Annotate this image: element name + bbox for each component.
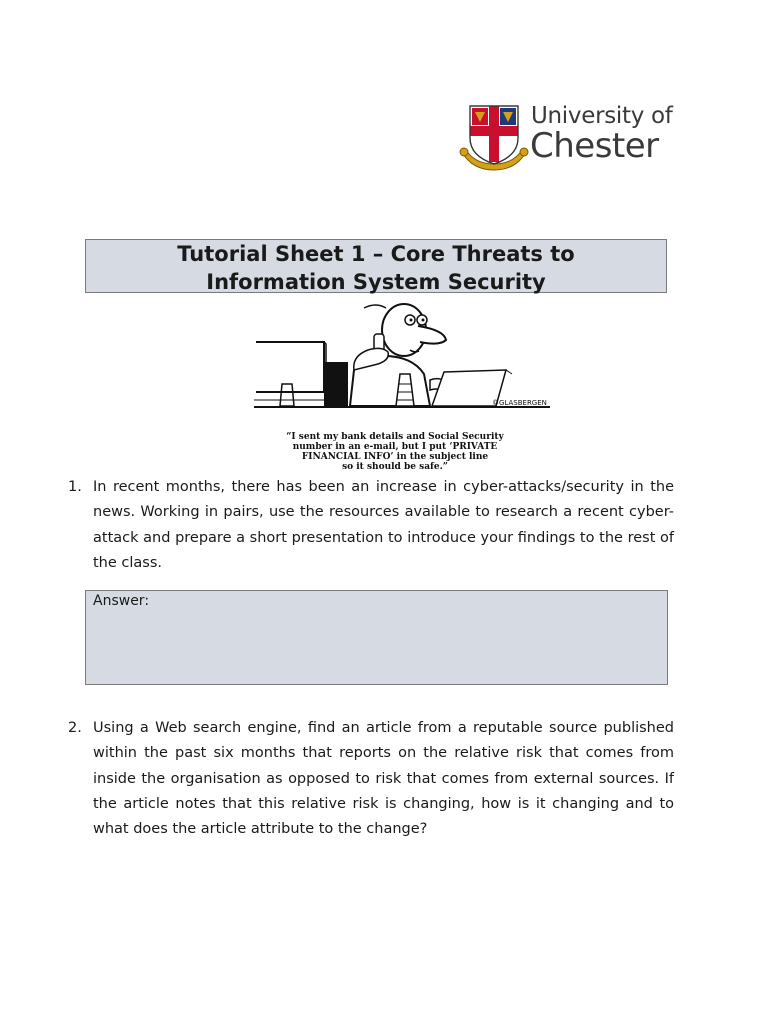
- question-text: In recent months, there has been an increase in cyber-attacks/security in the news. Working in pairs, use the resources available to research a recent cyber-attack and prepare a short presentation to introduce your findings to the rest of the class.: [93, 479, 674, 571]
- cartoonist-signature: ©GLASBERGEN: [492, 399, 547, 407]
- question-2: [68, 716, 674, 842]
- university-logo: [458, 100, 688, 176]
- question-number: 2.: [68, 720, 82, 736]
- answer-label: Answer:: [93, 593, 150, 609]
- caption-line-3: FINANCIAL INFO’ in the subject line: [301, 452, 489, 462]
- question-text: Using a Web search engine, find an article from a reputable source published within the past six months that reports on the relative risk that comes from inside the organisation as opposed to risk that comes from external sources. If the article notes that this relative risk is changing, how is it changing and to what does the article attribute to the change?: [93, 720, 674, 838]
- question-1: [68, 475, 674, 576]
- title-line-2: Information System Security: [206, 270, 546, 294]
- caption-line-2: number in an e-mail, but I put ‘PRIVATE: [292, 442, 498, 452]
- answer-field[interactable]: [85, 590, 668, 685]
- university-crest-icon: [458, 100, 530, 176]
- cartoon-caption: [270, 432, 520, 472]
- caption-line-1: “I sent my bank details and Social Security: [286, 432, 504, 442]
- question-number: 1.: [68, 479, 82, 495]
- logo-text-line2: Chester: [530, 126, 659, 166]
- logo-text-line1: University of: [531, 103, 673, 129]
- page-title: [85, 239, 667, 293]
- caption-line-4: so it should be safe.”: [342, 462, 448, 472]
- title-line-1: Tutorial Sheet 1 – Core Threats to: [177, 242, 575, 266]
- cartoon-illustration: [254, 300, 554, 412]
